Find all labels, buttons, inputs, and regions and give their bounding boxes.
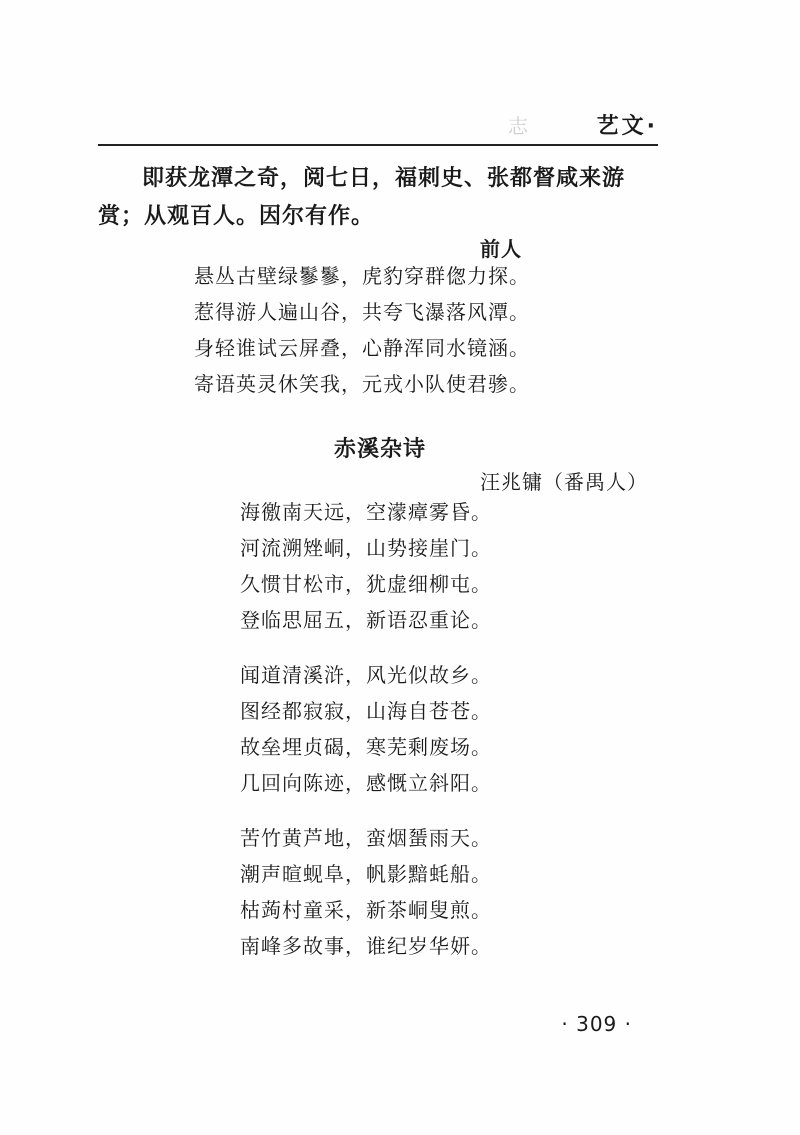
poem2-author: 汪兆镛（番禺人） <box>480 470 648 494</box>
intro-paragraph: 即获龙潭之奇，阅七日，福刺史、张都督咸来游赏；从观百人。因尔有作。 <box>98 166 626 229</box>
poem1-author: 前人 <box>480 237 522 261</box>
poem-line: 寄语英灵休笑我，元戎小队使君骖。 <box>194 372 530 396</box>
poem-line: 海徼南天远，空濛瘴雾昏。 <box>240 500 492 524</box>
page-number: · 309 · <box>561 1012 632 1036</box>
poem2-stanza-3 <box>240 820 492 964</box>
poem-line: 闻道清溪浒，风光似故乡。 <box>240 663 492 687</box>
poem-line: 登临思屈五，新语忍重论。 <box>240 608 492 632</box>
poem-line: 惹得游人遍山谷，共夸飞瀑落风潭。 <box>194 300 530 324</box>
header-ghost-text: 志 <box>508 114 530 138</box>
poem-line: 河流溯矬峒，山势接崖门。 <box>240 536 492 560</box>
poem-line: 久惯甘松市，犹虚细柳屯。 <box>240 572 492 596</box>
poem-line: 枯蒟村童采，新茶峒叟煎。 <box>240 898 492 922</box>
poem2-title: 赤溪杂诗 <box>334 437 427 462</box>
poem-line: 几回向陈迹，感慨立斜阳。 <box>240 771 492 795</box>
poem-line: 南峰多故事，谁纪岁华妍。 <box>240 934 492 958</box>
poem-line: 图经都寂寂，山海自苍苍。 <box>240 699 492 723</box>
poem-line: 苦竹黄芦地，蛮烟蜑雨天。 <box>240 826 492 850</box>
poem2-stanza-2 <box>240 657 492 801</box>
poem-line: 悬丛古壁绿鬖鬖，虎豹穿群偬力探。 <box>194 264 530 288</box>
poem2-stanza-1 <box>240 494 492 638</box>
poem-line: 故垒埋贞碣，寒芜剩废场。 <box>240 735 492 759</box>
poem-line: 潮声暄蚬阜，帆影黯蚝船。 <box>240 862 492 886</box>
section-title: 艺文· <box>596 114 658 139</box>
poem1-lines <box>194 258 530 402</box>
page-header <box>98 108 658 146</box>
poem-line: 身轻谁试云屏叠，心静浑同水镜涵。 <box>194 336 530 360</box>
